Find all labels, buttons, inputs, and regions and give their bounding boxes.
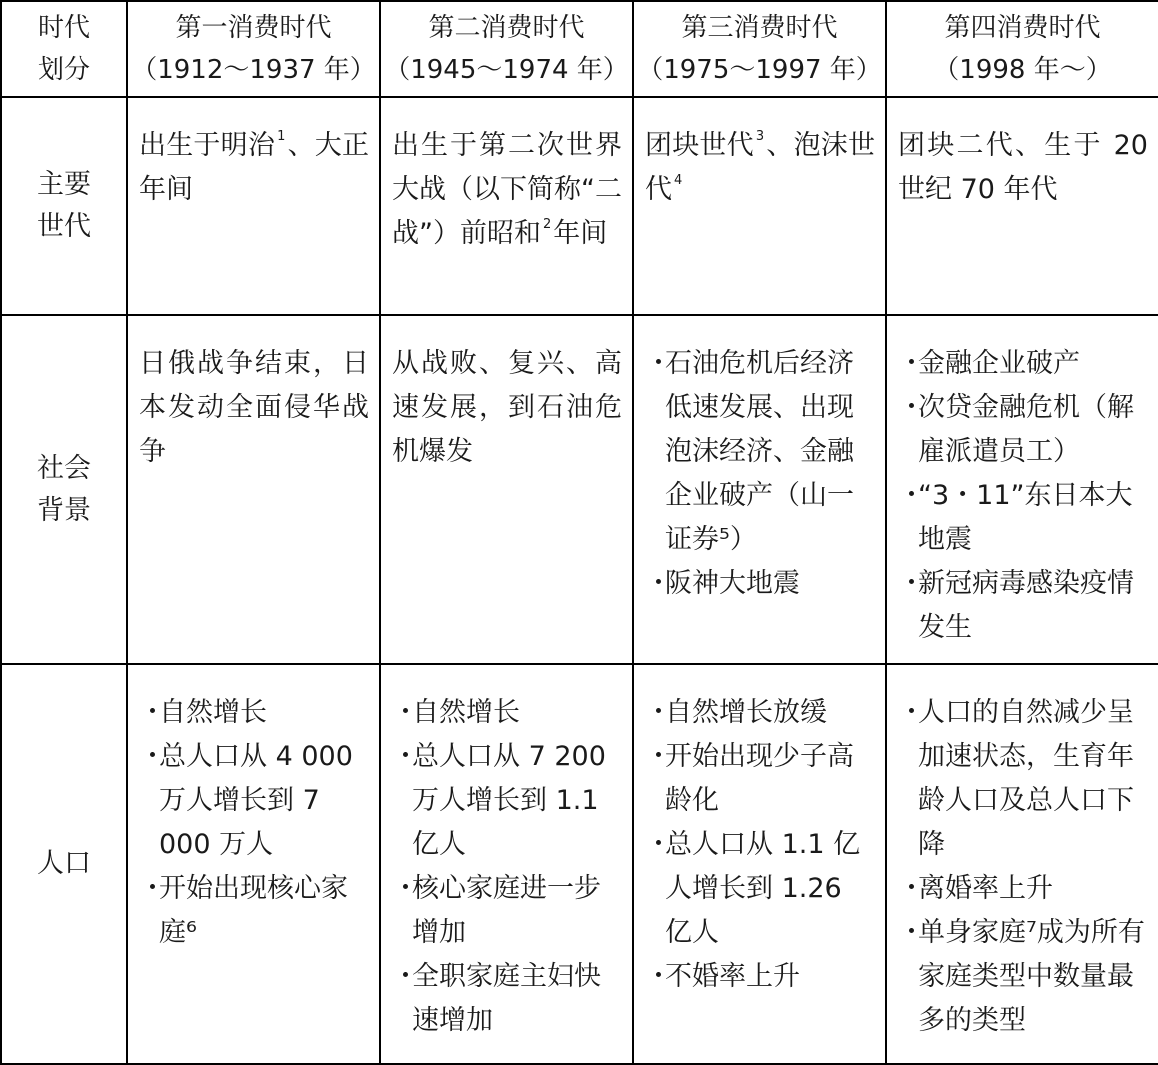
bullet-dot: ・ [392,697,419,728]
list-item [898,562,1148,650]
cell-main-generation-fourth [886,97,1158,315]
row-label-line: 世代 [37,211,91,242]
bullet-dot: ・ [645,568,672,599]
bullet-dot: ・ [898,917,925,948]
row-label-population [1,664,127,1064]
bullet-dot: ・ [898,480,925,511]
bullet-dot: ・ [898,348,925,379]
row-label-main-generation [1,97,127,315]
bullet-dot: ・ [139,741,166,772]
cell-text-part: 团块世代 [645,130,754,161]
footnote-marker: 4 [674,173,683,188]
list-item [392,955,622,1043]
header-line: 时代 [37,13,90,43]
cell-main-generation-second [380,97,633,315]
list-item [645,955,875,999]
bullet-dot: ・ [898,392,925,423]
header-row [1,1,1158,97]
bullet-dot: ・ [392,961,419,992]
bullet-dot: ・ [139,873,166,904]
list-item-text: 总人口从 7 200 万人增长到 1.1 亿人 [412,741,606,860]
header-line: （1912～1937 年） [131,55,376,85]
bullet-dot: ・ [645,829,672,860]
list-item-text: “3・11”东日本大地震 [918,480,1133,555]
bullet-dot: ・ [645,961,672,992]
bullet-list [645,691,875,999]
header-line: 第三消费时代 [681,13,838,43]
list-item-text: 不婚率上升 [665,961,800,992]
list-item [898,691,1148,867]
row-label-social-background [1,315,127,664]
list-item [392,691,622,735]
list-item [645,691,875,735]
bullet-dot: ・ [645,697,672,728]
cell-social-background-second [380,315,633,664]
bullet-dot: ・ [392,873,419,904]
list-item-text: 核心家庭进一步增加 [412,873,601,948]
bullet-list [898,691,1148,1043]
list-item-text: 新冠病毒感染疫情发生 [918,568,1134,643]
list-item-text: 总人口从 4 000 万人增长到 7 000 万人 [159,741,353,860]
list-item [139,735,369,867]
cell-population-second [380,664,633,1064]
row-main-generation [1,97,1158,315]
cell-social-background-fourth [886,315,1158,664]
list-item [645,562,875,606]
list-item [898,386,1148,474]
list-item-text: 自然增长 [159,697,267,728]
cell-text [645,124,875,212]
list-item-text: 全职家庭主妇快速增加 [412,961,601,1036]
row-label-line: 人口 [37,848,91,879]
footnote-marker: 1 [277,129,286,144]
row-population [1,664,1158,1064]
bullet-dot: ・ [645,348,672,379]
cell-text-part: 、大正年间 [139,130,370,205]
row-social-background [1,315,1158,664]
list-item [645,823,875,955]
header-line: （1945～1974 年） [384,55,629,85]
cell-social-background-third [633,315,886,664]
list-item [645,735,875,823]
bullet-dot: ・ [645,741,672,772]
list-item-text: 离婚率上升 [918,873,1053,904]
cell-population-third [633,664,886,1064]
list-item [898,867,1148,911]
list-item-text: 自然增长 [412,697,520,728]
header-third-era [633,1,886,97]
bullet-list [645,342,875,606]
list-item-text: 单身家庭⁷成为所有家庭类型中数量最多的类型 [918,917,1145,1036]
footnote-marker: 3 [755,129,765,144]
list-item-text: 人口的自然减少呈加速状态，生育年龄人口及总人口下降 [918,697,1134,860]
bullet-dot: ・ [139,697,166,728]
header-line: 第二消费时代 [428,13,585,43]
cell-text: 日俄战争结束，日本发动全面侵华战争 [139,348,369,467]
list-item-text: 开始出现核心家庭⁶ [159,873,348,948]
list-item [139,691,369,735]
list-item-text: 石油危机后经济低速发展、出现泡沫经济、金融企业破产（山一证券⁵） [665,348,854,555]
bullet-dot: ・ [392,741,419,772]
cell-main-generation-first [127,97,380,315]
cell-main-generation-third [633,97,886,315]
list-item [645,342,875,562]
list-item-text: 阪神大地震 [665,568,800,599]
list-item [898,342,1148,386]
cell-text [392,124,622,256]
header-line: 第一消费时代 [175,13,332,43]
list-item-text: 总人口从 1.1 亿人增长到 1.26 亿人 [665,829,861,948]
header-era-division [1,1,127,97]
bullet-list [139,691,369,955]
header-line: （1975～1997 年） [637,55,882,85]
list-item-text: 次贷金融危机（解雇派遣员工） [918,392,1134,467]
header-second-era [380,1,633,97]
list-item-text: 开始出现少子高龄化 [665,741,854,816]
cell-population-first [127,664,380,1064]
bullet-list [898,342,1148,650]
header-line: 第四消费时代 [944,13,1101,43]
row-label-line: 社会 [37,452,91,484]
cell-text: 从战败、复兴、高速发展，到石油危机爆发 [392,348,622,467]
list-item [139,867,369,955]
row-label-line: 主要 [37,169,91,200]
cell-text-part: 、泡沫世代 [645,130,875,205]
cell-population-fourth [886,664,1158,1064]
cell-text-part: 年间 [553,218,608,249]
bullet-dot: ・ [898,873,925,904]
list-item-text: 金融企业破产 [918,348,1080,379]
row-label-line: 背景 [37,494,91,526]
bullet-list [392,691,622,1043]
header-line: 划分 [37,55,90,85]
cell-social-background-first [127,315,380,664]
bullet-dot: ・ [898,697,925,728]
list-item-text: 自然增长放缓 [665,697,827,728]
header-line: （1998 年～） [933,55,1112,85]
header-first-era [127,1,380,97]
cell-text [139,124,369,212]
list-item [898,911,1148,1043]
list-item [898,474,1148,562]
footnote-marker: 2 [543,217,552,232]
cell-text: 团块二代、生于 20 世纪 70 年代 [898,130,1148,205]
list-item [392,867,622,955]
cell-text-part: 出生于第二次世界大战（以下简称“二战”）前昭和 [392,130,622,249]
list-item [392,735,622,867]
header-fourth-era [886,1,1158,97]
cell-text-part: 出生于明治 [139,130,276,161]
bullet-dot: ・ [898,568,925,599]
